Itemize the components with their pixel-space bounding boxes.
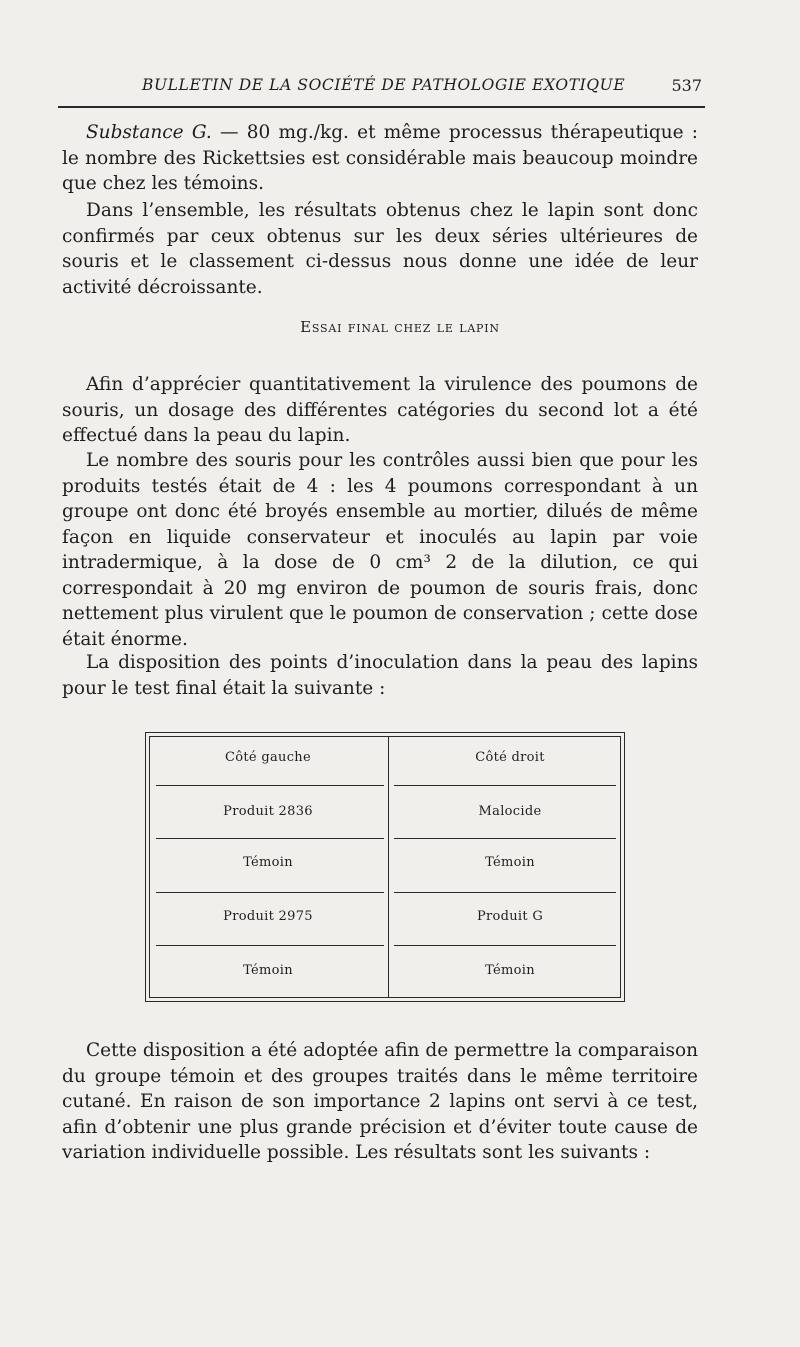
table-rule — [156, 892, 384, 893]
table-cell: Témoin — [243, 855, 293, 870]
table-cell: Produit 2975 — [223, 909, 313, 924]
page-number: 537 — [671, 76, 702, 95]
section-title-text: Essai final chez le lapin — [300, 318, 500, 336]
table-rule — [394, 892, 616, 893]
table-rule — [156, 945, 384, 946]
table-cell: Témoin — [485, 963, 535, 978]
paragraph-ensemble: Dans l’ensemble, les résultats obtenus chez le lapin sont donc confirmés par ceux obtenus sur les deux séries ultérieures de souris et le classement ci-dessus nous donne une idée de leur activité décroissante. — [62, 200, 698, 298]
running-head — [62, 74, 702, 102]
table-cell: Produit 2836 — [223, 804, 313, 819]
table-cell: Témoin — [485, 855, 535, 870]
paragraph-disposition: La disposition des points d’inoculation dans la peau des lapins pour le test final était la suivante : — [62, 652, 698, 699]
section-title — [0, 318, 800, 336]
paragraph-substance-g-text: — 80 mg./kg. et même processus thérapeutique : le nombre des Rickettsies est considérable mais beaucoup moindre que chez les témoins. — [62, 122, 699, 194]
table-rule — [394, 945, 616, 946]
table-rule — [156, 785, 384, 786]
inoculation-table — [145, 732, 625, 1002]
table-cell: Produit G — [476, 909, 544, 924]
table-rule — [394, 838, 616, 839]
table-column-divider — [388, 736, 389, 998]
paragraph-virulence: Afin d’apprécier quantitativement la virulence des poumons de souris, un dosage des différentes catégories du second lot a été effectué dans la peau du lapin. — [62, 374, 698, 446]
substance-label: Substance G. — [86, 122, 212, 143]
table-header-left: Côté gauche — [225, 750, 311, 765]
table-header-right: Côté droit — [475, 750, 545, 765]
running-title: BULLETIN DE LA SOCIÉTÉ DE PATHOLOGIE EXOTIQUE — [142, 76, 626, 94]
paragraph-souris: Le nombre des souris pour les contrôles aussi bien que pour les produits testés était de 4 : les 4 poumons correspondant à un groupe ont donc été broyés ensemble au mortier, dilués de même façon en liquide conservateur et inoculés au lapin par voie intradermique, à la dose de 0 cm³ 2 de la dilution, ce qui correspondait à 20 mg environ de poumon de souris frais, donc nettement plus virulent que le poumon de conservation ; cette dose était énorme. — [62, 450, 698, 650]
header-rule — [58, 106, 705, 108]
table-rule — [394, 785, 616, 786]
paragraph-conclusion: Cette disposition a été adoptée afin de permettre la comparaison du groupe témoin et des groupes traités dans le même territoire cutané. En raison de son importance 2 lapins ont servi à ce test, afin d’obtenir une plus grande précision et d’éviter toute cause de variation individuelle possible. Les résultats sont les suivants : — [62, 1040, 698, 1163]
table-cell: Malocide — [478, 804, 542, 819]
paragraph-substance-g — [62, 120, 698, 197]
table-cell: Témoin — [243, 963, 293, 978]
table-rule — [156, 838, 384, 839]
